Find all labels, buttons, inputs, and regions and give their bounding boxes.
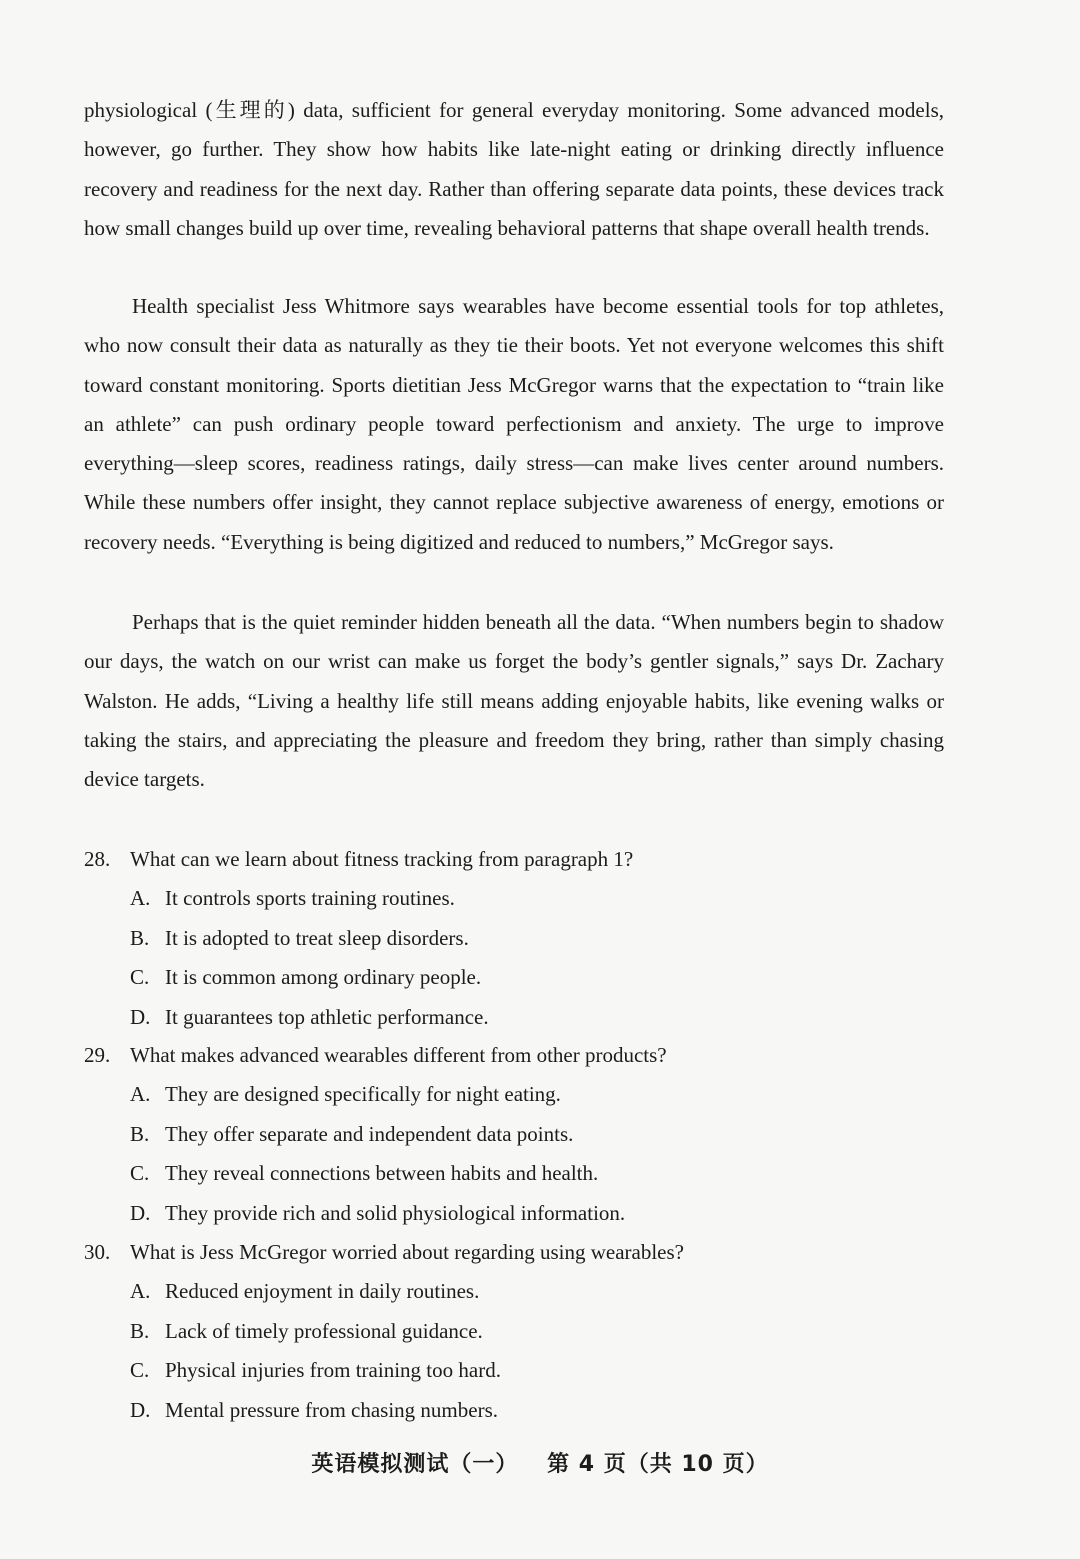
question-text: What can we learn about fitness tracking from paragraph 1? — [130, 847, 634, 871]
option-letter: C. — [130, 965, 150, 989]
question-stem — [84, 840, 964, 879]
option-c — [84, 1351, 964, 1391]
option-letter: D. — [130, 1004, 151, 1029]
option-text: Physical injuries from training too hard. — [165, 1358, 501, 1382]
option-b — [84, 1115, 964, 1155]
question-number: 28. — [84, 847, 111, 871]
question-stem — [84, 1036, 964, 1075]
question-30 — [84, 1233, 964, 1430]
passage-paragraph-3: Perhaps that is the quiet reminder hidden beneath all the data. “When numbers begin to shadow our days, the watch on our wrist can make us forget the body’s gentler signals,” says Dr. Zachary Walston. He adds, “Living a healthy life still means adding enjoyable habits, like evening walks or taking the stairs, and appreciating the pleasure and freedom they bring, rather than simply chasing device targets. — [84, 610, 944, 792]
option-d — [84, 1391, 964, 1431]
option-letter: A. — [130, 1279, 151, 1303]
option-c — [84, 958, 964, 998]
option-letter: D. — [130, 1397, 151, 1422]
option-letter: B. — [130, 925, 150, 950]
option-letter: A. — [130, 886, 151, 910]
page-number: 第 4 页（共 10 页） — [547, 1452, 769, 1477]
option-letter: A. — [130, 1082, 151, 1106]
question-number: 30. — [84, 1240, 111, 1264]
passage-paragraph-1: physiological (生理的) data, sufficient for general everyday monitoring. Some advanced models, however, go further. They show how habits like late-night eating or drinking directly influence recovery and readiness for the next day. Rather than offering separate data points, these devices track how small changes build up over time, revealing behavioral patterns that shape overall health trends. — [84, 98, 944, 240]
option-text: Reduced enjoyment in daily routines. — [165, 1279, 480, 1303]
question-number: 29. — [84, 1043, 111, 1067]
option-text: They reveal connections between habits and health. — [165, 1161, 599, 1185]
option-text: They provide rich and solid physiological information. — [165, 1200, 626, 1225]
page-footer — [0, 1447, 1080, 1478]
option-letter: B. — [130, 1318, 150, 1343]
option-letter: C. — [130, 1161, 150, 1185]
option-text: It is common among ordinary people. — [165, 965, 482, 989]
question-stem — [84, 1233, 964, 1272]
option-a — [84, 1272, 964, 1312]
question-text: What makes advanced wearables different from other products? — [130, 1043, 667, 1067]
option-text: They are designed specifically for night eating. — [165, 1082, 561, 1106]
option-letter: C. — [130, 1358, 150, 1382]
exam-title: 英语模拟测试（一） — [311, 1452, 519, 1477]
option-b — [84, 919, 964, 959]
question-text: What is Jess McGregor worried about regarding using wearables? — [130, 1240, 684, 1264]
option-b — [84, 1312, 964, 1352]
passage-paragraph-2: Health specialist Jess Whitmore says wearables have become essential tools for top athletes, who now consult their data as naturally as they tie their boots. Yet not everyone welcomes this shift toward constant monitoring. Sports dietitian Jess McGregor warns that the expectation to “train like an athlete” can push ordinary people toward perfectionism and anxiety. The urge to improve everything—sleep scores, readiness ratings, daily stress—can make lives center around numbers. While these numbers offer insight, they cannot replace subjective awareness of energy, emotions or recovery needs. “Everything is being digitized and reduced to numbers,” McGregor says. — [84, 294, 944, 554]
option-d — [84, 1194, 964, 1234]
option-text: Lack of timely professional guidance. — [165, 1318, 483, 1343]
option-letter: D. — [130, 1200, 151, 1225]
question-29 — [84, 1036, 964, 1233]
question-28 — [84, 840, 964, 1037]
option-text: It controls sports training routines. — [165, 886, 455, 910]
option-text: It is adopted to treat sleep disorders. — [165, 925, 469, 950]
option-text: They offer separate and independent data points. — [165, 1121, 574, 1146]
option-d — [84, 998, 964, 1038]
option-a — [84, 879, 964, 919]
option-letter: B. — [130, 1121, 150, 1146]
option-text: Mental pressure from chasing numbers. — [165, 1397, 498, 1422]
option-c — [84, 1154, 964, 1194]
option-text: It guarantees top athletic performance. — [165, 1004, 489, 1029]
option-a — [84, 1075, 964, 1115]
